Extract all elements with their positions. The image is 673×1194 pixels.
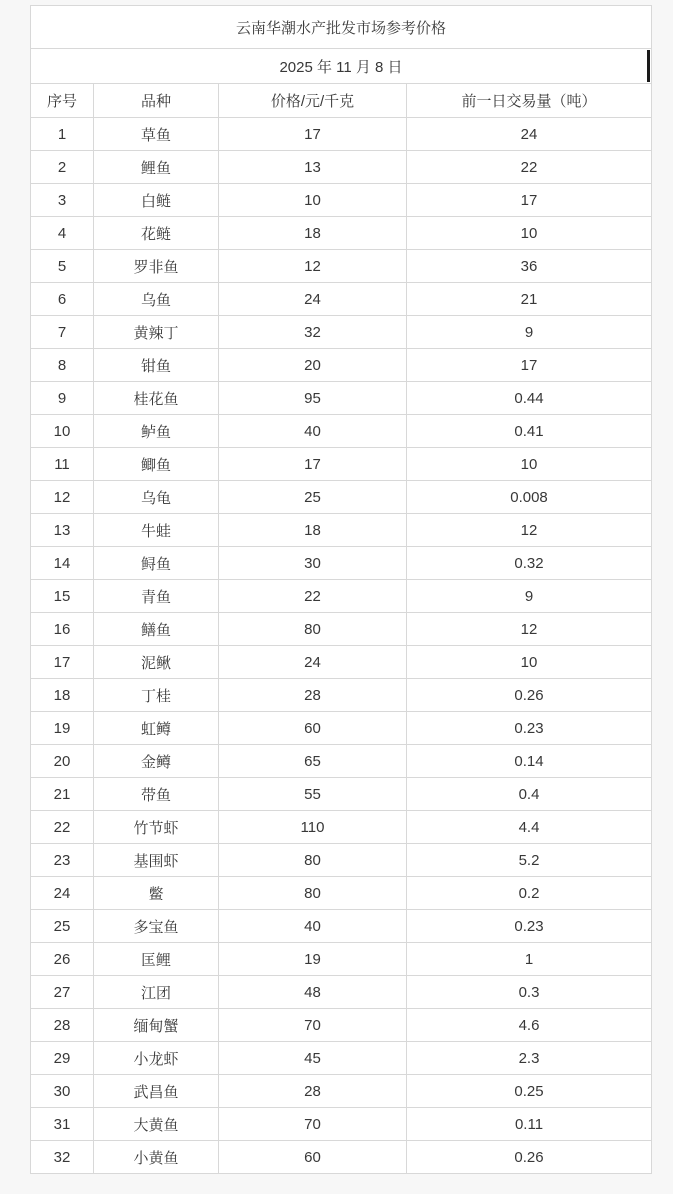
- table-cell[interactable]: 青鱼: [94, 580, 219, 613]
- table-cell[interactable]: 17: [219, 448, 407, 481]
- table-cell[interactable]: 32: [31, 1141, 94, 1174]
- table-cell[interactable]: 0.4: [407, 778, 652, 811]
- table-cell[interactable]: 48: [219, 976, 407, 1009]
- table-cell[interactable]: 1: [31, 118, 94, 151]
- table-cell[interactable]: 乌龟: [94, 481, 219, 514]
- title-row: [31, 6, 652, 49]
- table-row: [31, 382, 652, 415]
- table-cell[interactable]: 虹鳟: [94, 712, 219, 745]
- table-cell[interactable]: 5: [31, 250, 94, 283]
- table-cell[interactable]: 黄辣丁: [94, 316, 219, 349]
- table-cell[interactable]: 钳鱼: [94, 349, 219, 382]
- table-cell[interactable]: 泥鳅: [94, 646, 219, 679]
- table-row: [31, 184, 652, 217]
- table-cell[interactable]: 鳖: [94, 877, 219, 910]
- table-row: [31, 1108, 652, 1141]
- table-cell[interactable]: 25: [31, 910, 94, 943]
- table-row: [31, 1042, 652, 1075]
- table-cell[interactable]: 10: [31, 415, 94, 448]
- table-cell[interactable]: 21: [407, 283, 652, 316]
- table-cell[interactable]: 8: [31, 349, 94, 382]
- table-cell[interactable]: 28: [219, 1075, 407, 1108]
- table-row: [31, 745, 652, 778]
- table-cell[interactable]: 9: [31, 382, 94, 415]
- table-cell[interactable]: 13: [219, 151, 407, 184]
- table-row: [31, 1075, 652, 1108]
- table-cell[interactable]: 10: [407, 646, 652, 679]
- table-row: [31, 349, 652, 382]
- table-row: [31, 646, 652, 679]
- table-cell[interactable]: 15: [31, 580, 94, 613]
- table-cell[interactable]: 24: [219, 646, 407, 679]
- table-row: [31, 316, 652, 349]
- table-cell[interactable]: 23: [31, 844, 94, 877]
- table-row: [31, 580, 652, 613]
- table-cell[interactable]: 70: [219, 1108, 407, 1141]
- table-cell[interactable]: 12: [407, 613, 652, 646]
- table-row: [31, 844, 652, 877]
- table-cell[interactable]: 18: [31, 679, 94, 712]
- table-cell[interactable]: 60: [219, 1141, 407, 1174]
- table-row: [31, 415, 652, 448]
- table-cell[interactable]: 36: [407, 250, 652, 283]
- table-cell[interactable]: 55: [219, 778, 407, 811]
- table-cell[interactable]: 27: [31, 976, 94, 1009]
- table-title[interactable]: 云南华潮水产批发市场参考价格: [31, 6, 652, 49]
- table-cell[interactable]: 31: [31, 1108, 94, 1141]
- table-cell[interactable]: 22: [219, 580, 407, 613]
- table-cell[interactable]: 0.23: [407, 712, 652, 745]
- table-cell[interactable]: 45: [219, 1042, 407, 1075]
- table-cell[interactable]: 匡鲤: [94, 943, 219, 976]
- table-cell[interactable]: 0.41: [407, 415, 652, 448]
- table-cell[interactable]: 大黄鱼: [94, 1108, 219, 1141]
- table-row: [31, 1009, 652, 1042]
- column-header-volume[interactable]: 前一日交易量（吨）: [407, 84, 652, 118]
- table-row: [31, 811, 652, 844]
- table-row: [31, 448, 652, 481]
- table-cell[interactable]: 0.25: [407, 1075, 652, 1108]
- table-cell[interactable]: 80: [219, 613, 407, 646]
- table-cell[interactable]: 40: [219, 910, 407, 943]
- table-cell[interactable]: 22: [31, 811, 94, 844]
- table-cell[interactable]: 10: [219, 184, 407, 217]
- table-cell[interactable]: 草鱼: [94, 118, 219, 151]
- table-cell[interactable]: 32: [219, 316, 407, 349]
- table-cell[interactable]: 110: [219, 811, 407, 844]
- table-row: [31, 481, 652, 514]
- table-cell[interactable]: 0.26: [407, 1141, 652, 1174]
- table-row: [31, 547, 652, 580]
- table-cell[interactable]: 竹节虾: [94, 811, 219, 844]
- table-row: [31, 976, 652, 1009]
- table-cell[interactable]: 罗非鱼: [94, 250, 219, 283]
- table-cell[interactable]: 12: [31, 481, 94, 514]
- table-cell[interactable]: 9: [407, 580, 652, 613]
- table-cell[interactable]: 30: [219, 547, 407, 580]
- table-cell[interactable]: 80: [219, 877, 407, 910]
- table-cell[interactable]: 6: [31, 283, 94, 316]
- column-header-index[interactable]: 序号: [31, 84, 94, 118]
- table-cell[interactable]: 1: [407, 943, 652, 976]
- table-cell[interactable]: 19: [219, 943, 407, 976]
- table-cell[interactable]: 10: [407, 448, 652, 481]
- date-row: [31, 49, 652, 84]
- table-cell[interactable]: 18: [219, 217, 407, 250]
- table-cell[interactable]: 70: [219, 1009, 407, 1042]
- table-cell[interactable]: 基围虾: [94, 844, 219, 877]
- table-row: [31, 679, 652, 712]
- table-cell[interactable]: 28: [219, 679, 407, 712]
- table-cell[interactable]: 30: [31, 1075, 94, 1108]
- table-cell[interactable]: 4.4: [407, 811, 652, 844]
- table-cell[interactable]: 0.11: [407, 1108, 652, 1141]
- table-cell[interactable]: 12: [407, 514, 652, 547]
- table-cell[interactable]: 65: [219, 745, 407, 778]
- table-cell[interactable]: 80: [219, 844, 407, 877]
- table-cell[interactable]: 鲟鱼: [94, 547, 219, 580]
- table-cell[interactable]: 牛蛙: [94, 514, 219, 547]
- table-cell[interactable]: 桂花鱼: [94, 382, 219, 415]
- table-cell[interactable]: 金鳟: [94, 745, 219, 778]
- table-cell[interactable]: 9: [407, 316, 652, 349]
- table-cell[interactable]: 28: [31, 1009, 94, 1042]
- table-row: [31, 151, 652, 184]
- table-cell[interactable]: 11: [31, 448, 94, 481]
- table-cell[interactable]: 19: [31, 712, 94, 745]
- table-cell[interactable]: 10: [407, 217, 652, 250]
- table-cell[interactable]: 40: [219, 415, 407, 448]
- text-cursor: [647, 50, 650, 82]
- table-cell[interactable]: 5.2: [407, 844, 652, 877]
- table-cell[interactable]: 17: [31, 646, 94, 679]
- table-cell[interactable]: 花鲢: [94, 217, 219, 250]
- table-row: [31, 118, 652, 151]
- table-cell[interactable]: 鲤鱼: [94, 151, 219, 184]
- table-cell[interactable]: 26: [31, 943, 94, 976]
- table-cell[interactable]: 丁桂: [94, 679, 219, 712]
- table-row: [31, 1141, 652, 1174]
- table-cell[interactable]: 13: [31, 514, 94, 547]
- table-cell[interactable]: 缅甸蟹: [94, 1009, 219, 1042]
- table-cell[interactable]: 2: [31, 151, 94, 184]
- table-cell[interactable]: 0.008: [407, 481, 652, 514]
- table-cell[interactable]: 25: [219, 481, 407, 514]
- table-cell[interactable]: 0.23: [407, 910, 652, 943]
- table-cell[interactable]: 带鱼: [94, 778, 219, 811]
- table-cell[interactable]: 鲫鱼: [94, 448, 219, 481]
- table-date[interactable]: [31, 49, 652, 84]
- table-cell[interactable]: 0.2: [407, 877, 652, 910]
- table-cell[interactable]: 17: [407, 349, 652, 382]
- table-cell[interactable]: 0.44: [407, 382, 652, 415]
- column-header-price[interactable]: 价格/元/千克: [219, 84, 407, 118]
- table-cell[interactable]: 小龙虾: [94, 1042, 219, 1075]
- table-cell[interactable]: 4: [31, 217, 94, 250]
- table-row: [31, 712, 652, 745]
- table-cell[interactable]: 0.32: [407, 547, 652, 580]
- table-cell[interactable]: 20: [31, 745, 94, 778]
- table-cell[interactable]: 22: [407, 151, 652, 184]
- table-cell[interactable]: 鲈鱼: [94, 415, 219, 448]
- table-cell[interactable]: 小黄鱼: [94, 1141, 219, 1174]
- table-row: [31, 283, 652, 316]
- table-cell[interactable]: 白鲢: [94, 184, 219, 217]
- table-row: [31, 250, 652, 283]
- table-cell[interactable]: 18: [219, 514, 407, 547]
- header-row: [31, 84, 652, 118]
- table-cell[interactable]: 29: [31, 1042, 94, 1075]
- table-cell[interactable]: 4.6: [407, 1009, 652, 1042]
- table-row: [31, 910, 652, 943]
- table-cell[interactable]: 17: [407, 184, 652, 217]
- table-cell[interactable]: 21: [31, 778, 94, 811]
- table-row: [31, 778, 652, 811]
- table-cell[interactable]: 3: [31, 184, 94, 217]
- table-cell[interactable]: 0.3: [407, 976, 652, 1009]
- table-cell[interactable]: 17: [219, 118, 407, 151]
- price-table: [30, 5, 652, 1174]
- table-cell[interactable]: 0.14: [407, 745, 652, 778]
- table-row: [31, 613, 652, 646]
- table-row: [31, 943, 652, 976]
- table-cell[interactable]: 24: [31, 877, 94, 910]
- table-row: [31, 877, 652, 910]
- table-cell[interactable]: 0.26: [407, 679, 652, 712]
- table-cell[interactable]: 24: [407, 118, 652, 151]
- table-cell[interactable]: 60: [219, 712, 407, 745]
- date-text: 2025 年 11 月 8 日: [279, 58, 403, 76]
- table-cell[interactable]: 24: [219, 283, 407, 316]
- table-row: [31, 514, 652, 547]
- table-cell[interactable]: 95: [219, 382, 407, 415]
- table-cell[interactable]: 多宝鱼: [94, 910, 219, 943]
- table-cell[interactable]: 武昌鱼: [94, 1075, 219, 1108]
- column-header-species[interactable]: 品种: [94, 84, 219, 118]
- table-cell[interactable]: 乌鱼: [94, 283, 219, 316]
- table-cell[interactable]: 14: [31, 547, 94, 580]
- table-cell[interactable]: 7: [31, 316, 94, 349]
- table-cell[interactable]: 江团: [94, 976, 219, 1009]
- table-cell[interactable]: 2.3: [407, 1042, 652, 1075]
- table-cell[interactable]: 鳝鱼: [94, 613, 219, 646]
- table-body: [31, 118, 652, 1174]
- table-row: [31, 217, 652, 250]
- table-cell[interactable]: 20: [219, 349, 407, 382]
- table-cell[interactable]: 16: [31, 613, 94, 646]
- table-cell[interactable]: 12: [219, 250, 407, 283]
